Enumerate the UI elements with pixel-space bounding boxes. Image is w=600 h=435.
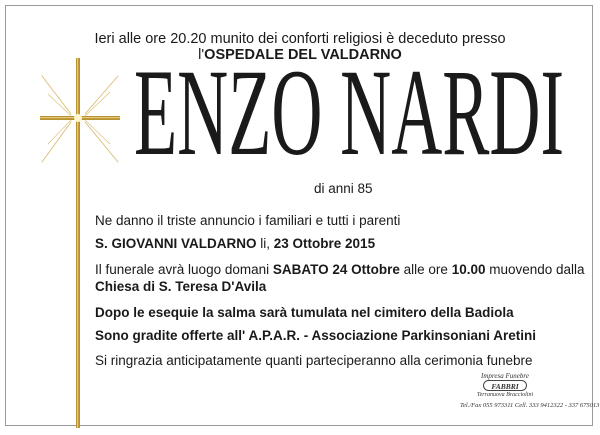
funeral-line bbox=[95, 262, 585, 277]
church-line: Chiesa di S. Teresa D'Avila bbox=[95, 279, 267, 294]
funeral-home-label: Impresa Funebre bbox=[481, 372, 529, 380]
place-separator: li, bbox=[256, 236, 274, 251]
intro-line-2-prefix: l' bbox=[198, 47, 205, 63]
funeral-home-town: Terranuova Bracciolini bbox=[476, 392, 534, 398]
thanks-line: Si ringrazia anticipatamente quanti parteciperanno alla cerimonia funebre bbox=[95, 353, 533, 368]
deceased-name-text: ENZO NARDI bbox=[134, 56, 564, 166]
deceased-name bbox=[134, 56, 564, 166]
funeral-text-3: muovendo dalla bbox=[485, 262, 585, 277]
offers-line: Sono gradite offerte all' A.P.A.R. - Associazione Parkinsoniani Aretini bbox=[95, 328, 537, 343]
funeral-home-name: FABBRI bbox=[483, 380, 527, 391]
burial-line: Dopo le esequie la salma sarà tumulata nel cimitero della Badiola bbox=[95, 305, 514, 320]
funeral-text-1: Il funerale avrà luogo domani bbox=[95, 262, 273, 277]
deceased-age: di anni 85 bbox=[314, 181, 373, 196]
funeral-home-stamp bbox=[450, 372, 600, 412]
intro-line-1: Ieri alle ore 20.20 munito dei conforti religiosi è deceduto presso bbox=[94, 31, 506, 47]
funeral-time: 10.00 bbox=[451, 262, 486, 277]
funeral-home-phone: Tel./Fax 055 973311 Cell. 333 9412322 - 337 675013 bbox=[460, 402, 600, 409]
place-date-line bbox=[95, 236, 375, 251]
funeral-text-2: alle ore bbox=[399, 262, 452, 277]
place: S. GIOVANNI VALDARNO bbox=[95, 236, 257, 251]
date: 23 Ottobre 2015 bbox=[273, 236, 376, 251]
funeral-day: SABATO 24 Ottobre bbox=[272, 262, 400, 277]
hospital-name: OSPEDALE DEL VALDARNO bbox=[204, 47, 402, 63]
announce-line: Ne danno il triste annuncio i familiari e tutti i parenti bbox=[95, 213, 401, 228]
